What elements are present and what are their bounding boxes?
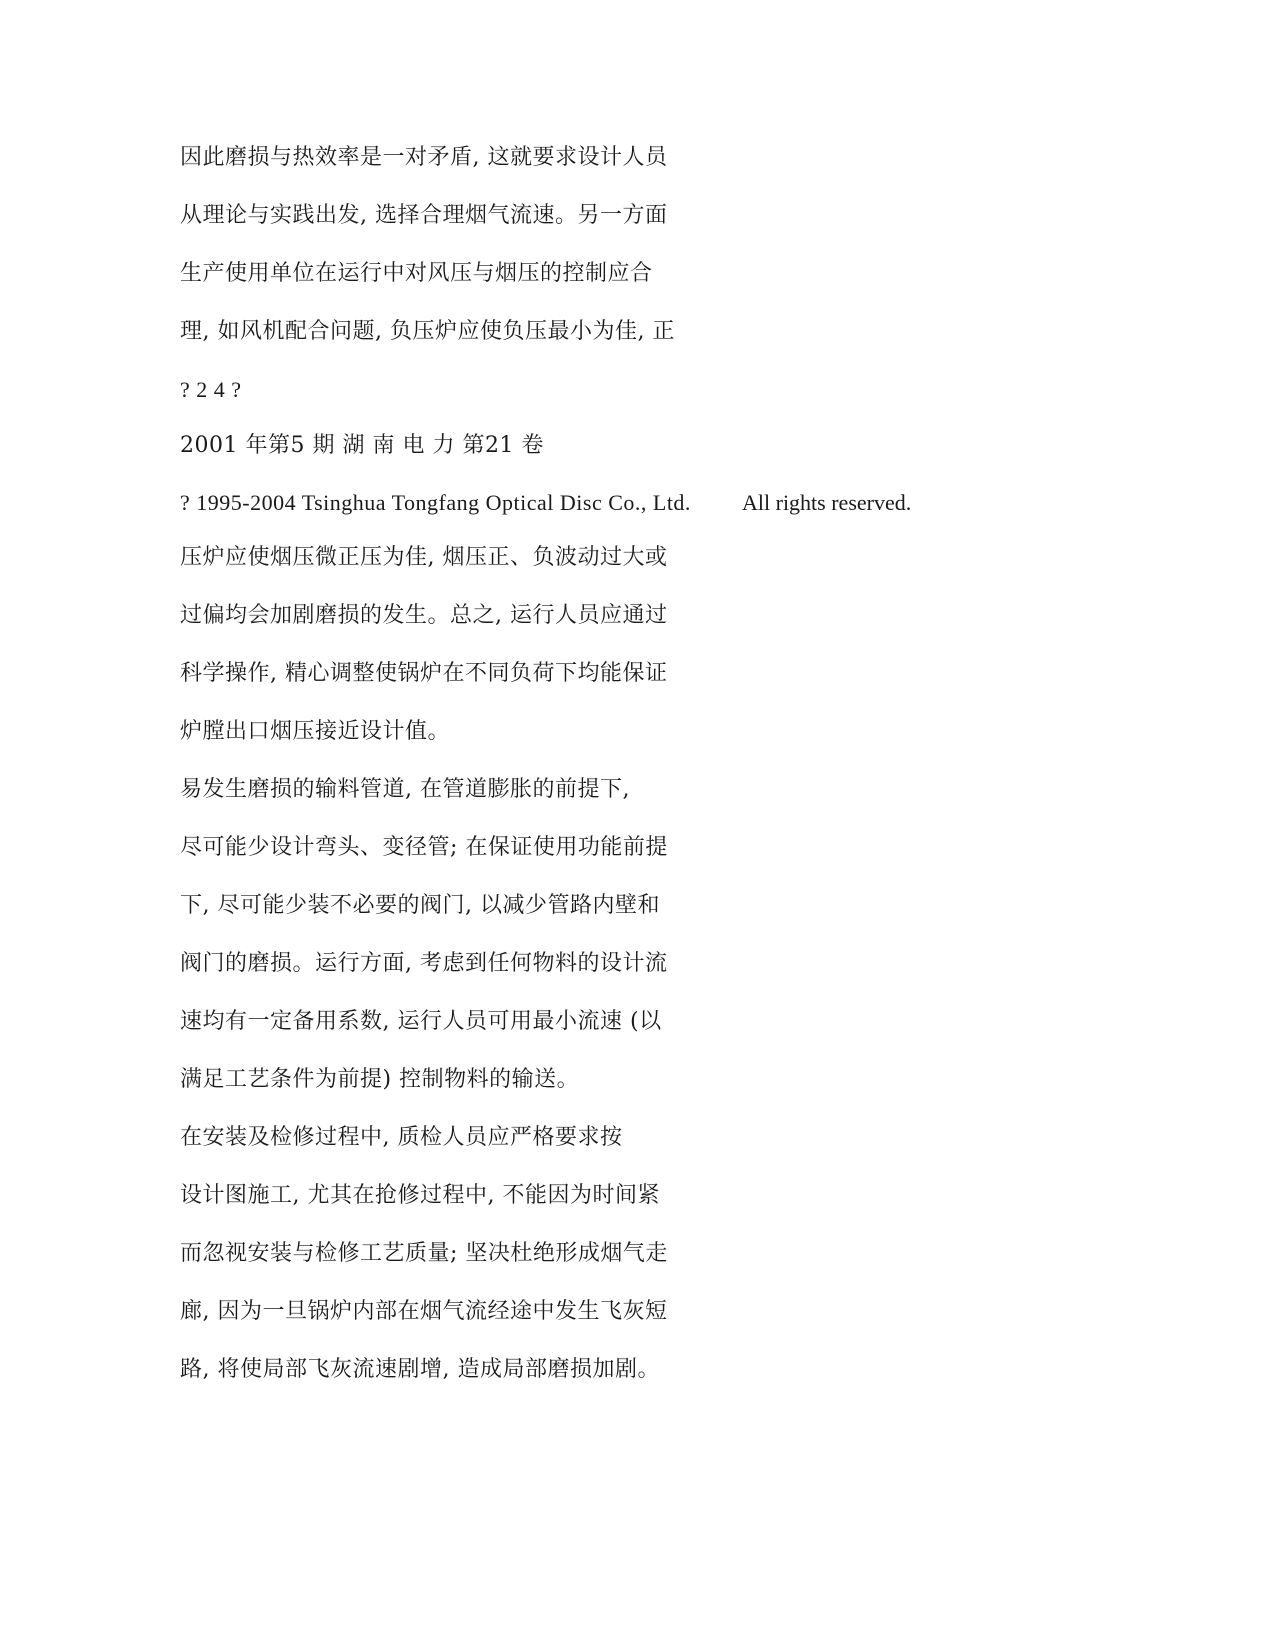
text-line: 而忽视安装与检修工艺质量; 坚决杜绝形成烟气走 xyxy=(180,1241,668,1266)
text-line: 科学操作, 精心调整使锅炉在不同负荷下均能保证 xyxy=(180,661,668,686)
text-line: 炉膛出口烟压接近设计值。 xyxy=(180,719,451,744)
text-line: 尽可能少设计弯头、变径管; 在保证使用功能前提 xyxy=(180,835,668,860)
text-line: 廊, 因为一旦锅炉内部在烟气流经途中发生飞灰短 xyxy=(180,1299,668,1324)
running-header: 2001 年第5 期 湖 南 电 力 第21 卷 xyxy=(180,433,544,458)
text-line: 在安装及检修过程中, 质检人员应严格要求按 xyxy=(180,1125,623,1150)
text-line: 速均有一定备用系数, 运行人员可用最小流速 (以 xyxy=(180,1009,662,1034)
text-line: 因此磨损与热效率是一对矛盾, 这就要求设计人员 xyxy=(180,145,668,170)
text-line: 设计图施工, 尤其在抢修过程中, 不能因为时间紧 xyxy=(180,1183,660,1208)
text-line: 满足工艺条件为前提) 控制物料的输送。 xyxy=(180,1067,580,1092)
text-line: 生产使用单位在运行中对风压与烟压的控制应合 xyxy=(180,261,653,286)
text-line: 易发生磨损的输料管道, 在管道膨胀的前提下, xyxy=(180,777,630,802)
text-line: 下, 尽可能少装不必要的阀门, 以减少管路内壁和 xyxy=(180,893,660,918)
text-line: 过偏均会加剧磨损的发生。总之, 运行人员应通过 xyxy=(180,603,668,628)
text-line: 理, 如风机配合问题, 负压炉应使负压最小为佳, 正 xyxy=(180,319,675,344)
text-line: 阀门的磨损。运行方面, 考虑到任何物料的设计流 xyxy=(180,951,668,976)
text-line: 从理论与实践出发, 选择合理烟气流速。另一方面 xyxy=(180,203,668,228)
text-line: 路, 将使局部飞灰流速剧增, 造成局部磨损加剧。 xyxy=(180,1357,660,1382)
rights-reserved: All rights reserved. xyxy=(742,490,912,515)
text-line: 压炉应使烟压微正压为佳, 烟压正、负波动过大或 xyxy=(180,545,668,570)
copyright-notice: ? 1995-2004 Tsinghua Tongfang Optical Disc Co., Ltd. xyxy=(180,490,691,515)
page-number: ? 2 4 ? xyxy=(180,377,242,402)
